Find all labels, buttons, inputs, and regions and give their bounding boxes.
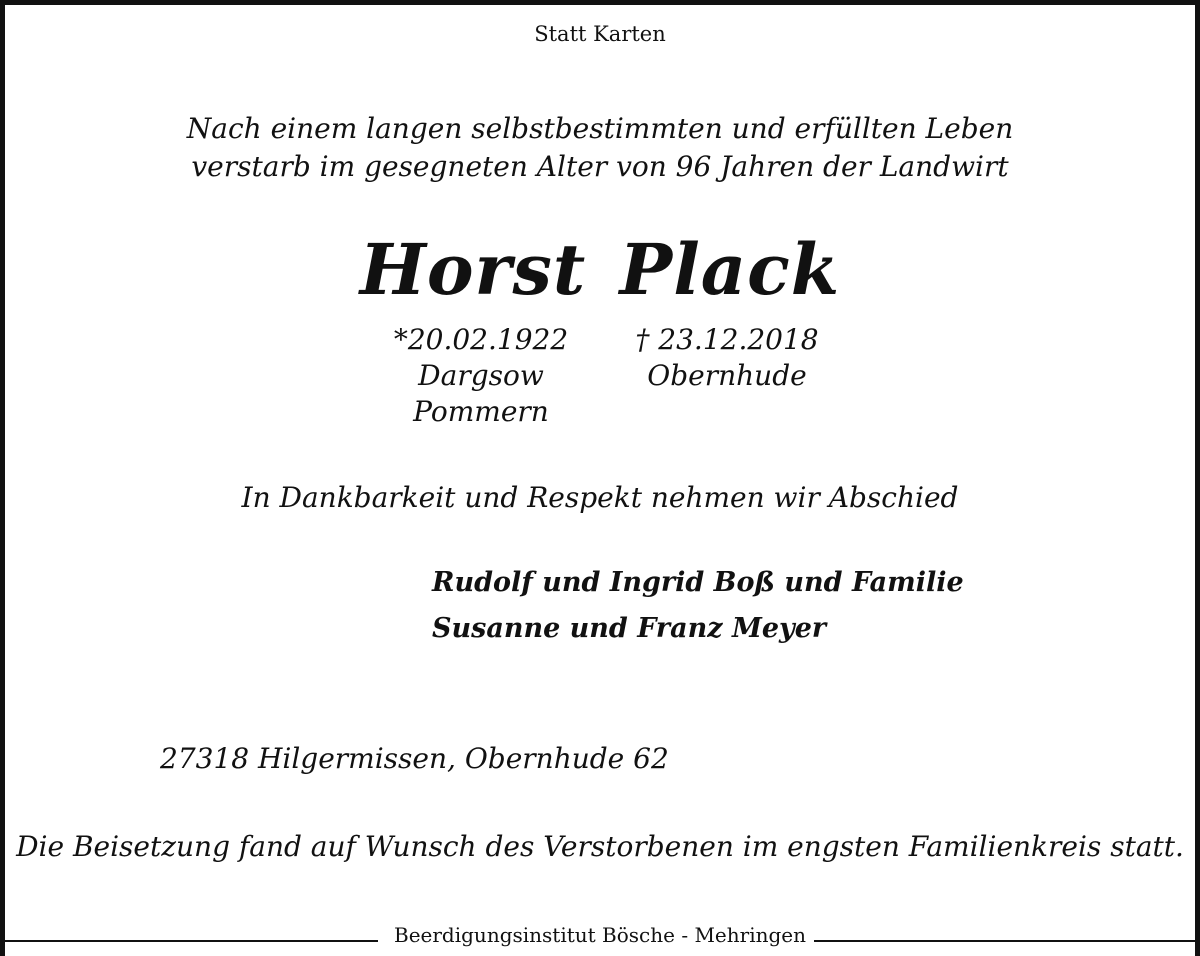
deceased-name: Horst Plack bbox=[359, 228, 841, 311]
intro-line-2: verstarb im gesegneten Alter von 96 Jahren der Landwirt bbox=[191, 150, 1009, 183]
mourner-2: Susanne und Franz Meyer bbox=[432, 613, 827, 644]
birth-date: *20.02.1922 bbox=[393, 323, 569, 356]
birth-region: Pommern bbox=[413, 395, 549, 428]
death-info bbox=[612, 322, 842, 394]
birth-place: Dargsow bbox=[418, 359, 544, 392]
burial-note: Die Beisetzung fand auf Wunsch des Verstorbenen im engsten Familienkreis statt. bbox=[16, 830, 1184, 863]
mourner-1: Rudolf und Ingrid Boß und Familie bbox=[432, 567, 964, 598]
death-place: Obernhude bbox=[647, 359, 807, 392]
birth-info bbox=[370, 322, 592, 430]
family-address: 27318 Hilgermissen, Obernhude 62 bbox=[160, 742, 669, 775]
mourners-list bbox=[432, 560, 964, 652]
intro-line-1: Nach einem langen selbstbestimmten und erfüllten Leben bbox=[186, 112, 1014, 145]
death-date: † 23.12.2018 bbox=[635, 323, 819, 356]
statt-karten-label: Statt Karten bbox=[534, 22, 666, 46]
funeral-institute: Beerdigungsinstitut Bösche - Mehringen bbox=[394, 923, 806, 947]
intro-text bbox=[0, 110, 1200, 186]
farewell-text: In Dankbarkeit und Respekt nehmen wir Abschied bbox=[241, 481, 959, 514]
